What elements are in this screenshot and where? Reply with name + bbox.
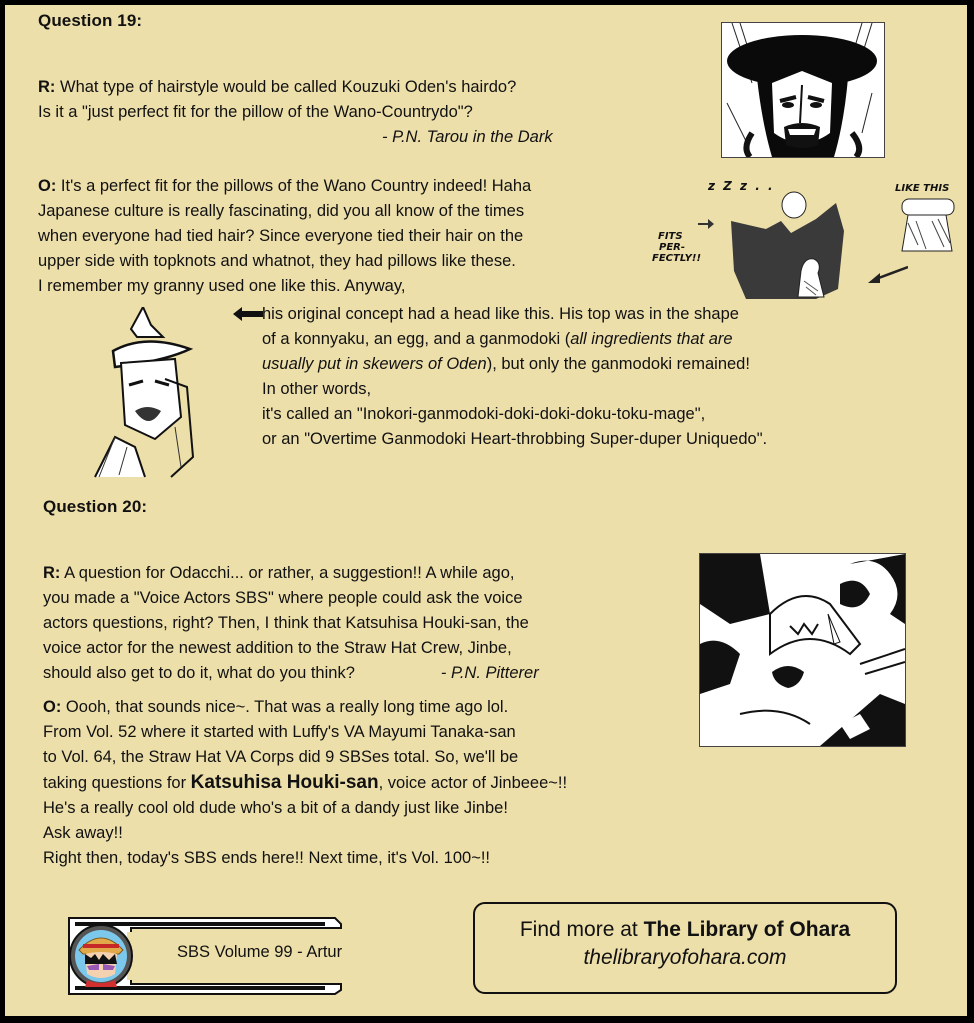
q20-oda-line: Right then, today's SBS ends here!! Next time, it's Vol. 100~!! <box>43 849 490 867</box>
link-prefix: Find more at <box>519 918 644 941</box>
q20-reader-line: A question for Odacchi... or rather, a suggestion!! A while ago, <box>60 564 515 582</box>
q20-reader-line: should also get to do it, what do you think? <box>43 664 355 682</box>
q19-reader-line: What type of hairstyle would be called Kouzuki Oden's hairdo? <box>55 78 517 96</box>
oda-prefix: O: <box>43 698 62 716</box>
q19-oda-answer <box>38 174 531 299</box>
oden-ingredients-note: all ingredients that are <box>570 330 733 348</box>
q20-oda-text: , voice actor of Jinbeee~!! <box>378 774 568 792</box>
q19-oda-line: or an "Overtime Ganmodoki Heart-throbbing Super-duper Uniquedo". <box>262 430 768 448</box>
sbs-volume-banner <box>65 910 345 1000</box>
q20-reader-line: actors questions, right? Then, I think that Katsuhisa Houki-san, the <box>43 614 529 632</box>
sfx-line: FECTLY!! <box>652 253 701 264</box>
sfx-line: PER- <box>659 242 686 253</box>
q19-oda-line: it's called an "Inokori-ganmodoki-doki-doki-doku-toku-mage", <box>262 405 706 423</box>
q20-oda-line: From Vol. 52 where it started with Luffy's VA Mayumi Tanaka-san <box>43 723 516 741</box>
jinbe-panel <box>699 553 906 747</box>
q19-oda-line: In other words, <box>262 380 372 398</box>
q19-oda-line: his original concept had a head like this. His top was in the shape <box>262 305 739 323</box>
q20-oda-line: to Vol. 64, the Straw Hat VA Corps did 9 SBSes total. So, we'll be <box>43 748 519 766</box>
library-url[interactable]: thelibraryofohara.com <box>583 946 787 969</box>
sfx-zzz: z Z z . . <box>708 179 775 193</box>
sbs-page <box>5 5 967 1016</box>
q19-oda-line: Japanese culture is really fascinating, did you all know of the times <box>38 202 525 220</box>
oda-prefix: O: <box>38 177 57 195</box>
q19-reader-question <box>38 75 553 150</box>
q20-reader-question <box>43 561 539 686</box>
q20-oda-line: He's a really cool old dude who's a bit of a dandy just like Jinbe! <box>43 799 508 817</box>
reader-prefix: R: <box>43 564 61 582</box>
oden-angry-panel <box>721 22 885 158</box>
library-brand: The Library of Ohara <box>643 918 851 941</box>
q19-oda-line: when everyone had tied hair? Since everyone tied their hair on the <box>38 227 524 245</box>
banner-label: SBS Volume 99 - Artur <box>177 943 343 961</box>
q20-reader-line: voice actor for the newest addition to the Straw Hat Crew, Jinbe, <box>43 639 512 657</box>
q20-oda-line: Ask away!! <box>43 824 123 842</box>
q19-oda-text: of a konnyaku, an egg, and a ganmodoki ( <box>262 330 571 348</box>
q19-reader-line: Is it a "just perfect fit for the pillow of the Wano-Countrydo"? <box>38 103 473 121</box>
question-19-heading: Question 19: <box>38 11 143 30</box>
sfx-fits-perfectly <box>652 231 701 264</box>
q20-oda-line: Oooh, that sounds nice~. That was a really long time ago lol. <box>61 698 509 716</box>
pillow-illustration <box>646 173 971 301</box>
q19-oda-text: ), but only the ganmodoki remained! <box>486 355 750 373</box>
q19-oda-line: upper side with topknots and whatnot, they had pillows like these. <box>38 252 516 270</box>
q19-oda-continued <box>262 302 767 452</box>
link-line <box>475 918 895 942</box>
question-20-heading: Question 20: <box>43 497 148 516</box>
q20-oda-text: taking questions for <box>43 774 191 792</box>
reader-prefix: R: <box>38 78 56 96</box>
arrow-down-left-icon <box>868 265 908 290</box>
library-of-ohara-box[interactable] <box>473 902 897 994</box>
oden-ingredients-note: usually put in skewers of Oden <box>262 355 487 373</box>
q19-oda-line: I remember my granny used one like this. Anyway, <box>38 277 406 295</box>
q19-oda-line: It's a perfect fit for the pillows of the Wano Country indeed! Haha <box>56 177 532 195</box>
sfx-like-this: LIKE THIS <box>895 183 950 194</box>
voice-actor-name: Katsuhisa Houki-san <box>190 772 379 793</box>
arrow-left-icon <box>233 307 263 326</box>
oden-concept-sketch <box>85 307 205 479</box>
q20-signature: - P.N. Pitterer <box>440 664 539 682</box>
q19-signature: - P.N. Tarou in the Dark <box>382 128 553 146</box>
q20-oda-answer <box>43 695 567 871</box>
sfx-line: FITS <box>658 231 683 242</box>
q20-reader-line: you made a "Voice Actors SBS" where people could ask the voice <box>43 589 523 607</box>
